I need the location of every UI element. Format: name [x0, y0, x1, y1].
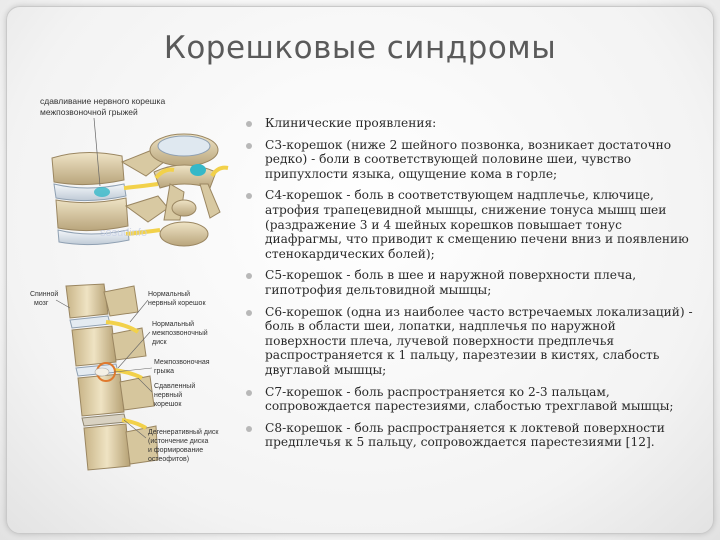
bullet-text: С8-корешок - боль распространяется к локтевой поверхности предплечья к 5 пальцу, сопровождается парестезиями [12].	[265, 420, 665, 450]
vertebra-top-view	[150, 134, 228, 246]
label-degenerative-disc-4: остеофитов)	[148, 456, 190, 463]
bullet-item	[243, 116, 698, 131]
spine-herniation-illustration	[34, 88, 234, 264]
caption-line-1: сдавливание нервного корешка	[40, 96, 166, 106]
bullet-dot-icon	[246, 273, 252, 279]
bullet-text: С6-корешок (одна из наиболее часто встречаемых локализаций) - боль в области шеи, лопатки, надплечья по наружной поверхности плеча, лучевой поверхности предплечья распространяется к 1 пальцу, парезтезии в кистях, слабость двуглавой мышцы;	[265, 304, 693, 377]
label-normal-root-1: Нормальный	[148, 291, 191, 298]
caption-line-2: межпозвоночной грыжей	[40, 107, 138, 117]
bullet-dot-icon	[246, 390, 252, 396]
label-hernia-2: грыжа	[154, 368, 175, 375]
bullet-dot-icon	[246, 193, 252, 199]
label-degenerative-disc-2: (истончение диска	[148, 438, 209, 445]
bullet-item	[243, 138, 698, 182]
vertebral-column	[66, 284, 158, 470]
slide-title: Корешковые синдромы	[163, 30, 557, 66]
label-normal-disc-3: диск	[152, 339, 167, 346]
bullet-item	[243, 421, 698, 450]
bullet-dot-icon	[246, 143, 252, 149]
label-normal-disc-1: Нормальный	[152, 321, 195, 328]
label-spinal-cord-2: мозг	[34, 300, 49, 307]
bullet-dot-icon	[246, 310, 252, 316]
bullet-text: С5-корешок - боль в шее и наружной поверхности плеча, гипотрофия дельтовидной мышцы;	[265, 268, 637, 297]
bullet-text: С4-корешок - боль в соответствующем надплечье, ключице, атрофия трапецевидной мышцы, снижение тонуса мышц шеи (раздражение 3 и 4 шейных корешков повышает тонус диафрагмы, что приводит к смещению печени вниз и появлению стенокардических болей);	[265, 188, 689, 261]
label-spinal-cord-1: Спинной	[30, 291, 59, 298]
bullet-list	[243, 116, 698, 457]
lumbar-spine-illustration	[30, 282, 250, 482]
bullet-text: С3-корешок (ниже 2 шейного позвонка, возникает достаточно редко) - боли в соответствующей половине шеи, чувство припухлости языка, ощущение кома в горле;	[265, 137, 672, 181]
label-compressed-root-1: Сдавленный	[154, 383, 196, 390]
label-compressed-root-2: нервный	[154, 392, 183, 399]
bullet-dot-icon	[246, 426, 252, 432]
label-hernia-1: Межпозвоночная	[154, 359, 210, 366]
watermark: sosudinfo	[100, 227, 148, 239]
bullet-item	[243, 385, 698, 414]
bullet-item	[243, 188, 698, 261]
bullet-dot-icon	[246, 121, 252, 127]
bullet-text: Клинические проявления:	[265, 116, 437, 130]
label-degenerative-disc-1: Дегенеративный диск	[148, 429, 219, 436]
bullet-text: С7-корешок - боль распространяется ко 2-3 пальцам, сопровождается парестезиями, слабостью трехглавой мышцы;	[265, 384, 674, 414]
bullet-item	[243, 305, 698, 378]
label-normal-root-2: нервный корешок	[148, 300, 206, 307]
bullet-item	[243, 268, 698, 297]
label-compressed-root-3: корешок	[154, 401, 182, 408]
label-degenerative-disc-3: и формирование	[148, 447, 204, 454]
label-normal-disc-2: межпозвоночный	[152, 330, 208, 337]
